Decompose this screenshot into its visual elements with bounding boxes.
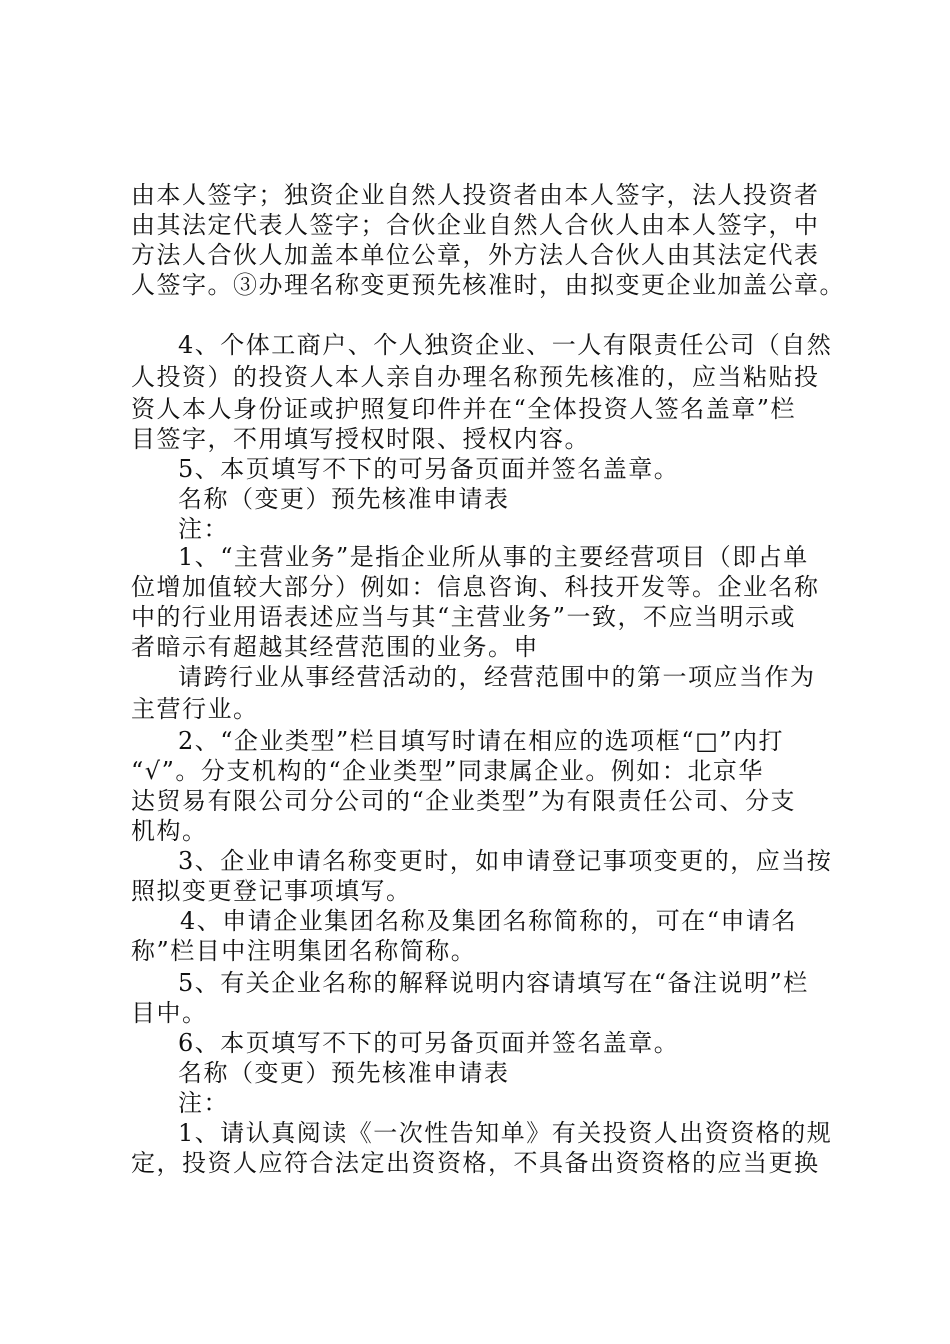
text-line: 6、本页填写不下的可另备页面并签名盖章。 (178, 1029, 680, 1057)
text-line: 者暗示有超越其经营范围的业务。申 (131, 633, 539, 661)
text-line: 位增加值较大部分）例如：信息咨询、科技开发等。企业名称 (131, 573, 820, 601)
form-title: 名称（变更）预先核准申请表 (178, 485, 510, 513)
note-label: 注： (178, 515, 229, 543)
text-line: 方法人合伙人加盖本单位公章，外方法人合伙人由其法定代表 (131, 241, 820, 269)
text-line: 称”栏目中注明集团名称简称。 (131, 937, 477, 965)
text-line: 5、本页填写不下的可另备页面并签名盖章。 (178, 455, 680, 483)
text-line: 目中。 (131, 999, 208, 1027)
text-line: 1、请认真阅读《一次性告知单》有关投资人出资资格的规 (178, 1119, 833, 1147)
text-line: 4、申请企业集团名称及集团名称简称的，可在“申请名 (180, 907, 798, 935)
text-line: 由其法定代表人签字；合伙企业自然人合伙人由本人签字，中 (131, 211, 820, 239)
form-title: 名称（变更）预先核准申请表 (178, 1059, 510, 1087)
text-line: 达贸易有限公司分公司的“企业类型”为有限责任公司、分支 (131, 787, 797, 815)
text-line: 主营行业。 (131, 695, 259, 723)
text-line: 请跨行业从事经营活动的，经营范围中的第一项应当作为 (178, 663, 816, 691)
text-line: 1、“主营业务”是指企业所从事的主要经营项目（即占单 (178, 543, 809, 571)
text-line: 目签字，不用填写授权时限、授权内容。 (131, 425, 590, 453)
text-line: 资人本人身份证或护照复印件并在“全体投资人签名盖章”栏 (131, 395, 797, 423)
text-line: “√”。分支机构的“企业类型”同隶属企业。例如：北京华 (131, 757, 764, 785)
text-line: 机构。 (131, 817, 208, 845)
text-line: 人投资）的投资人本人亲自办理名称预先核准的，应当粘贴投 (131, 363, 820, 391)
note-label: 注： (178, 1089, 229, 1117)
text-line: 定，投资人应符合法定出资资格，不具备出资资格的应当更换 (131, 1149, 820, 1177)
text-line: 5、有关企业名称的解释说明内容请填写在“备注说明”栏 (178, 969, 809, 997)
text-line: 由本人签字；独资企业自然人投资者由本人签字，法人投资者 (131, 181, 820, 209)
text-line: 4、个体工商户、个人独资企业、一人有限责任公司（自然 (178, 331, 833, 359)
text-line: 照拟变更登记事项填写。 (131, 877, 412, 905)
text-line: 人签字。③办理名称变更预先核准时，由拟变更企业加盖公章。 (131, 271, 845, 299)
text-line: 中的行业用语表述应当与其“主营业务”一致，不应当明示或 (131, 603, 797, 631)
text-line: 3、企业申请名称变更时，如申请登记事项变更的，应当按 (178, 847, 833, 875)
text-line: 2、“企业类型”栏目填写时请在相应的选项框“□”内打 (178, 727, 785, 755)
